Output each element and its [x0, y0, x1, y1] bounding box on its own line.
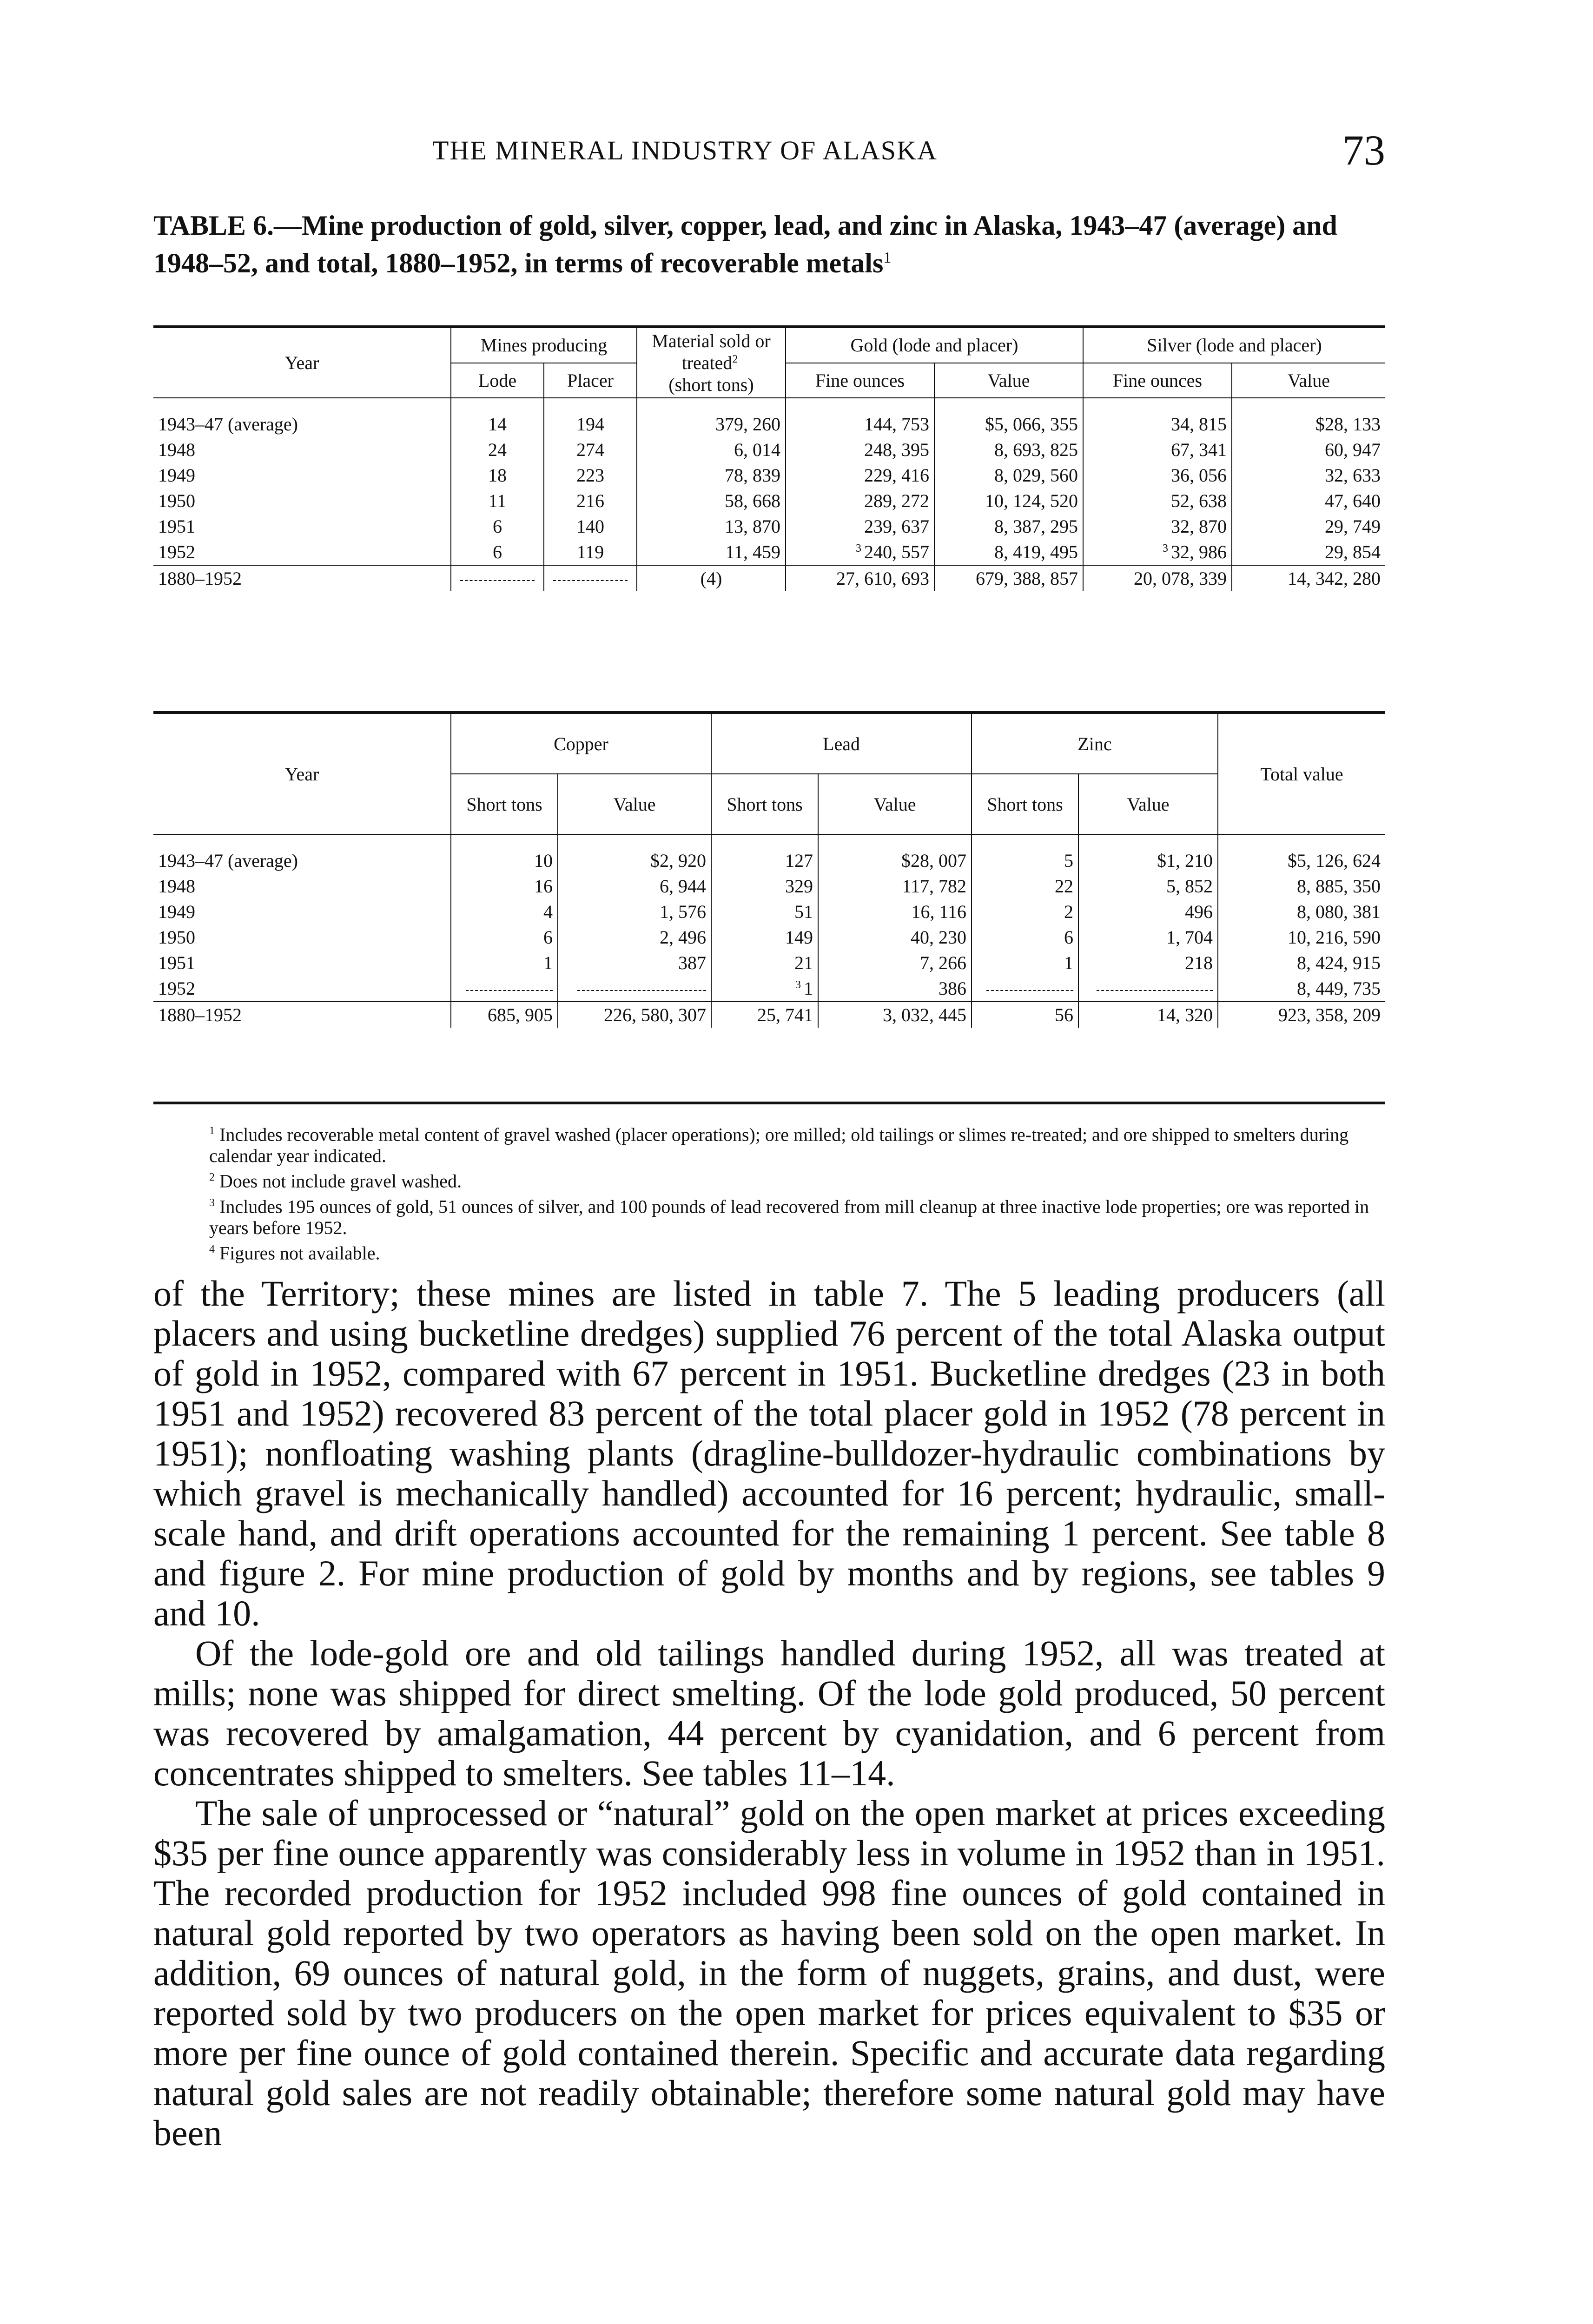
body-paragraph: The sale of unprocessed or “natural” gold on the open market at prices exceeding $35 per fine ounce apparently was considerably less in volume in 1952 than in 1951. The recorded production for 1952 included 998 fine ounces of gold contained in natural gold reported by two operators as having been sold on the open market. In addition, 69 ounces of natural gold, in the form of nuggets, grains, and dust, were reported sold by two producers on the open market for prices equivalent to $35 or more per fine ounce of gold contained therein. Specific and accurate data regarding natural gold sales are not readily obtainable; therefore some natural gold may have been	[153, 1793, 1385, 2153]
total-lead-tons: 25, 741	[711, 1002, 818, 1028]
silver-oz-value: 67, 341	[1171, 439, 1227, 460]
cell-total-value: 8, 449, 735	[1218, 976, 1385, 1002]
col-header-gold: Gold (lode and placer)	[786, 327, 1083, 363]
cell-lead-tons	[711, 848, 818, 873]
footnote	[153, 1192, 1385, 1239]
table-caption	[153, 209, 1385, 279]
col-header-silver-value: Value	[1232, 363, 1385, 398]
lead-tons-value: 329	[785, 876, 813, 897]
footnote-mark: 4	[209, 1243, 215, 1255]
cell-gold-value: 8, 387, 295	[934, 514, 1083, 539]
col-header-lode: Lode	[451, 363, 544, 398]
cell-silver-value: 47, 640	[1232, 488, 1385, 514]
cell-lead-value: 16, 116	[818, 899, 972, 924]
cell-silver-value: $28, 133	[1232, 411, 1385, 437]
cell-silver-oz	[1083, 411, 1232, 437]
lead-tons-value: 127	[785, 850, 813, 871]
total-copper-value: 226, 580, 307	[558, 1002, 711, 1028]
row-year: 1943–47 (average)	[158, 414, 298, 435]
cell-total-value: 8, 080, 381	[1218, 899, 1385, 924]
gold-oz-value: 248, 395	[864, 439, 929, 460]
table-row	[153, 411, 1385, 437]
body-text	[153, 1274, 1385, 2153]
cell-zinc-tons	[972, 976, 1078, 1002]
cell-lead-value: 7, 266	[818, 950, 972, 976]
cell-copper-tons: 10	[451, 848, 558, 873]
cell-copper-tons: 6	[451, 924, 558, 950]
footnote	[153, 1120, 1385, 1167]
cell-silver-value: 29, 749	[1232, 514, 1385, 539]
cell-gold-value: 8, 419, 495	[934, 539, 1083, 565]
cell-placer: 216	[544, 488, 637, 514]
cell-lead-value: 117, 782	[818, 873, 972, 899]
col-header-copper-value: Value	[558, 774, 711, 834]
running-title: THE MINERAL INDUSTRY OF ALASKA	[432, 135, 938, 165]
caption-footnote-mark: 1	[883, 249, 892, 266]
cell-total-value: 8, 424, 915	[1218, 950, 1385, 976]
col-header-total-value: Total value	[1218, 713, 1385, 834]
cell-gold-oz	[786, 539, 934, 565]
cell-placer: 274	[544, 437, 637, 462]
row-year: 1952	[158, 978, 195, 999]
col-header-copper-tons: Short tons	[451, 774, 558, 834]
empty-dash	[1097, 990, 1213, 991]
cell-lode: 6	[451, 539, 544, 565]
row-year: 1949	[158, 901, 195, 922]
cell-lode: 11	[451, 488, 544, 514]
cell-lead-value: 40, 230	[818, 924, 972, 950]
cell-material: 58, 668	[637, 488, 786, 514]
footnote-text: Figures not available.	[219, 1242, 380, 1264]
col-header-silver: Silver (lode and placer)	[1083, 327, 1385, 363]
col-header-placer: Placer	[544, 363, 637, 398]
cell-copper-tons: 1	[451, 950, 558, 976]
cell-lead-value: 386	[818, 976, 972, 1002]
cell-placer: 119	[544, 539, 637, 565]
cell-placer: 223	[544, 462, 637, 488]
col-header-silver-oz: Fine ounces	[1083, 363, 1232, 398]
footnote	[153, 1167, 1385, 1192]
gold-footnote-mark: 3	[856, 542, 861, 555]
col-header-year: Year	[153, 713, 451, 834]
body-paragraph: Of the lode-gold ore and old tailings handled during 1952, all was treated at mills; none was shipped for direct smelting. Of the lode gold produced, 50 percent was recovered by amalgamation, 44 percent by cyanidation, and 6 percent from concentrates shipped to smelters. See tables 11–14.	[153, 1633, 1385, 1793]
cell-silver-oz	[1083, 437, 1232, 462]
running-head	[153, 125, 1385, 172]
cell-lode: 14	[451, 411, 544, 437]
cell-gold-oz	[786, 514, 934, 539]
cell-gold-value: $5, 066, 355	[934, 411, 1083, 437]
row-year: 1951	[158, 516, 195, 537]
cell-copper-value: 2, 496	[558, 924, 711, 950]
table-row	[153, 873, 1385, 899]
cell-lode: 6	[451, 514, 544, 539]
table-total-row	[153, 1002, 1385, 1028]
silver-oz-value: 52, 638	[1171, 490, 1227, 511]
cell-copper-value: 1, 576	[558, 899, 711, 924]
col-header-year: Year	[153, 327, 451, 398]
cell-copper-tons	[451, 976, 558, 1002]
total-material: (4)	[637, 565, 786, 591]
cell-gold-oz	[786, 462, 934, 488]
cell-silver-oz	[1083, 514, 1232, 539]
material-unit: (short tons)	[668, 374, 754, 395]
col-header-copper: Copper	[451, 713, 711, 774]
total-lode-dash	[451, 565, 544, 591]
row-year: 1951	[158, 952, 195, 973]
cell-gold-oz	[786, 411, 934, 437]
silver-oz-value: 32, 986	[1171, 541, 1227, 562]
col-header-gold-value: Value	[934, 363, 1083, 398]
cell-copper-value	[558, 976, 711, 1002]
table-total-row	[153, 565, 1385, 591]
table-gold-silver	[153, 325, 1385, 591]
cell-silver-oz	[1083, 488, 1232, 514]
row-year: 1949	[158, 465, 195, 486]
table-row	[153, 539, 1385, 565]
table-row	[153, 514, 1385, 539]
total-gold-value: 679, 388, 857	[934, 565, 1083, 591]
cell-lead-tons	[711, 976, 818, 1002]
table-row	[153, 976, 1385, 1002]
table-row	[153, 848, 1385, 873]
footnotes	[153, 1120, 1385, 1264]
total-zinc-value: 14, 320	[1078, 1002, 1218, 1028]
lead-tons-value: 149	[785, 927, 813, 948]
footnote-mark: 2	[209, 1171, 215, 1184]
lead-tons-value: 21	[794, 952, 813, 973]
gold-oz-value: 239, 637	[864, 516, 929, 537]
cell-material: 11, 459	[637, 539, 786, 565]
cell-lode: 18	[451, 462, 544, 488]
table-row	[153, 924, 1385, 950]
empty-dash	[986, 990, 1073, 991]
total-silver-oz: 20, 078, 339	[1083, 565, 1232, 591]
row-year: 1950	[158, 490, 195, 511]
cell-material: 379, 260	[637, 411, 786, 437]
col-header-lead-value: Value	[818, 774, 972, 834]
cell-silver-value: 29, 854	[1232, 539, 1385, 565]
cell-zinc-tons: 22	[972, 873, 1078, 899]
total-copper-tons: 685, 905	[451, 1002, 558, 1028]
total-year: 1880–1952	[153, 1002, 451, 1028]
cell-gold-oz	[786, 488, 934, 514]
total-lead-value: 3, 032, 445	[818, 1002, 972, 1028]
total-silver-value: 14, 342, 280	[1232, 565, 1385, 591]
cell-gold-value: 8, 693, 825	[934, 437, 1083, 462]
silver-oz-value: 36, 056	[1171, 465, 1227, 486]
total-zinc-tons: 56	[972, 1002, 1078, 1028]
gold-oz-value: 240, 557	[864, 541, 929, 562]
silver-oz-value: 32, 870	[1171, 516, 1227, 537]
lead-footnote-mark: 3	[795, 978, 801, 991]
cell-lead-value: $28, 007	[818, 848, 972, 873]
cell-total-value: 8, 885, 350	[1218, 873, 1385, 899]
empty-dash	[577, 990, 706, 991]
col-header-zinc-tons: Short tons	[972, 774, 1078, 834]
cell-lead-tons	[711, 924, 818, 950]
col-header-zinc-value: Value	[1078, 774, 1218, 834]
cell-silver-value: 60, 947	[1232, 437, 1385, 462]
table-row	[153, 899, 1385, 924]
cell-lead-tons	[711, 873, 818, 899]
material-label: Material sold or treated	[652, 330, 771, 373]
total-total-value: 923, 358, 209	[1218, 1002, 1385, 1028]
cell-zinc-value	[1078, 976, 1218, 1002]
footnote	[153, 1239, 1385, 1264]
row-year: 1948	[158, 439, 195, 460]
cell-zinc-tons: 2	[972, 899, 1078, 924]
cell-zinc-value: 496	[1078, 899, 1218, 924]
table-bottom-rule	[153, 1102, 1385, 1104]
cell-lode: 24	[451, 437, 544, 462]
body-paragraph: of the Territory; these mines are listed in table 7. The 5 leading producers (all placers and using bucketline dredges) supplied 76 percent of the total Alaska output of gold in 1952, compared with 67 percent in 1951. Bucketline dredges (23 in both 1951 and 1952) recovered 83 percent of the total placer gold in 1952 (78 percent in 1951); nonfloating washing plants (dragline-bulldozer-hydraulic combinations by which gravel is mechanically handled) accounted for 16 percent; hydraulic, small-scale hand, and drift operations accounted for the remaining 1 percent. See table 8 and figure 2. For mine production of gold by months and by regions, see tables 9 and 10.	[153, 1273, 1385, 1633]
cell-lead-tons	[711, 950, 818, 976]
col-header-material	[637, 327, 786, 398]
col-header-zinc: Zinc	[972, 713, 1218, 774]
footnote-text: Includes 195 ounces of gold, 51 ounces of silver, and 100 pounds of lead recovered from mill cleanup at three inactive lode properties; ore was reported in years before 1952.	[209, 1195, 1369, 1238]
cell-copper-value: 6, 944	[558, 873, 711, 899]
cell-gold-value: 10, 124, 520	[934, 488, 1083, 514]
silver-footnote-mark: 3	[1163, 542, 1168, 555]
empty-dash	[466, 990, 553, 991]
lead-tons-value: 1	[804, 978, 813, 999]
page-number: 73	[1342, 126, 1385, 174]
cell-zinc-value: $1, 210	[1078, 848, 1218, 873]
total-gold-oz: 27, 610, 693	[786, 565, 934, 591]
row-year: 1943–47 (average)	[158, 850, 298, 871]
material-footnote-mark: 2	[732, 353, 738, 365]
cell-placer: 140	[544, 514, 637, 539]
footnote-text: Includes recoverable metal content of gravel washed (placer operations); ore milled; old tailings or slimes re-treated; and ore shipped to smelters during calendar year indicated.	[209, 1124, 1349, 1167]
col-header-gold-oz: Fine ounces	[786, 363, 934, 398]
table-copper-lead-zinc	[153, 711, 1385, 1028]
cell-material: 13, 870	[637, 514, 786, 539]
cell-copper-tons: 4	[451, 899, 558, 924]
row-year: 1952	[158, 541, 195, 562]
cell-gold-oz	[786, 437, 934, 462]
col-header-lead-tons: Short tons	[711, 774, 818, 834]
cell-lead-tons	[711, 899, 818, 924]
footnote-mark: 1	[209, 1125, 215, 1137]
row-year: 1948	[158, 876, 195, 897]
total-year: 1880–1952	[153, 565, 451, 591]
footnote-mark: 3	[209, 1196, 215, 1209]
cell-zinc-tons: 5	[972, 848, 1078, 873]
footnote-text: Does not include gravel washed.	[219, 1170, 462, 1192]
gold-oz-value: 144, 753	[864, 414, 929, 435]
table-row	[153, 950, 1385, 976]
cell-material: 6, 014	[637, 437, 786, 462]
table-row	[153, 437, 1385, 462]
cell-copper-value: 387	[558, 950, 711, 976]
col-header-mines-producing: Mines producing	[451, 327, 637, 363]
total-placer-dash	[544, 565, 637, 591]
cell-material: 78, 839	[637, 462, 786, 488]
cell-zinc-tons: 1	[972, 950, 1078, 976]
cell-zinc-value: 1, 704	[1078, 924, 1218, 950]
row-year: 1950	[158, 927, 195, 948]
caption-text: —Mine production of gold, silver, copper, lead, and zinc in Alaska, 1943–47 (average) and 1948–52, and total, 1880–1952, in terms of recoverable metals	[153, 210, 1337, 278]
cell-placer: 194	[544, 411, 637, 437]
gold-oz-value: 229, 416	[864, 465, 929, 486]
cell-total-value: $5, 126, 624	[1218, 848, 1385, 873]
caption-label: TABLE 6.	[153, 210, 274, 241]
cell-silver-value: 32, 633	[1232, 462, 1385, 488]
cell-copper-tons: 16	[451, 873, 558, 899]
cell-silver-oz	[1083, 462, 1232, 488]
cell-copper-value: $2, 920	[558, 848, 711, 873]
cell-silver-oz	[1083, 539, 1232, 565]
table-row	[153, 488, 1385, 514]
cell-total-value: 10, 216, 590	[1218, 924, 1385, 950]
cell-gold-value: 8, 029, 560	[934, 462, 1083, 488]
cell-zinc-value: 5, 852	[1078, 873, 1218, 899]
cell-zinc-tons: 6	[972, 924, 1078, 950]
col-header-lead: Lead	[711, 713, 972, 774]
lead-tons-value: 51	[794, 901, 813, 922]
table-row	[153, 462, 1385, 488]
silver-oz-value: 34, 815	[1171, 414, 1227, 435]
gold-oz-value: 289, 272	[864, 490, 929, 511]
cell-zinc-value: 218	[1078, 950, 1218, 976]
